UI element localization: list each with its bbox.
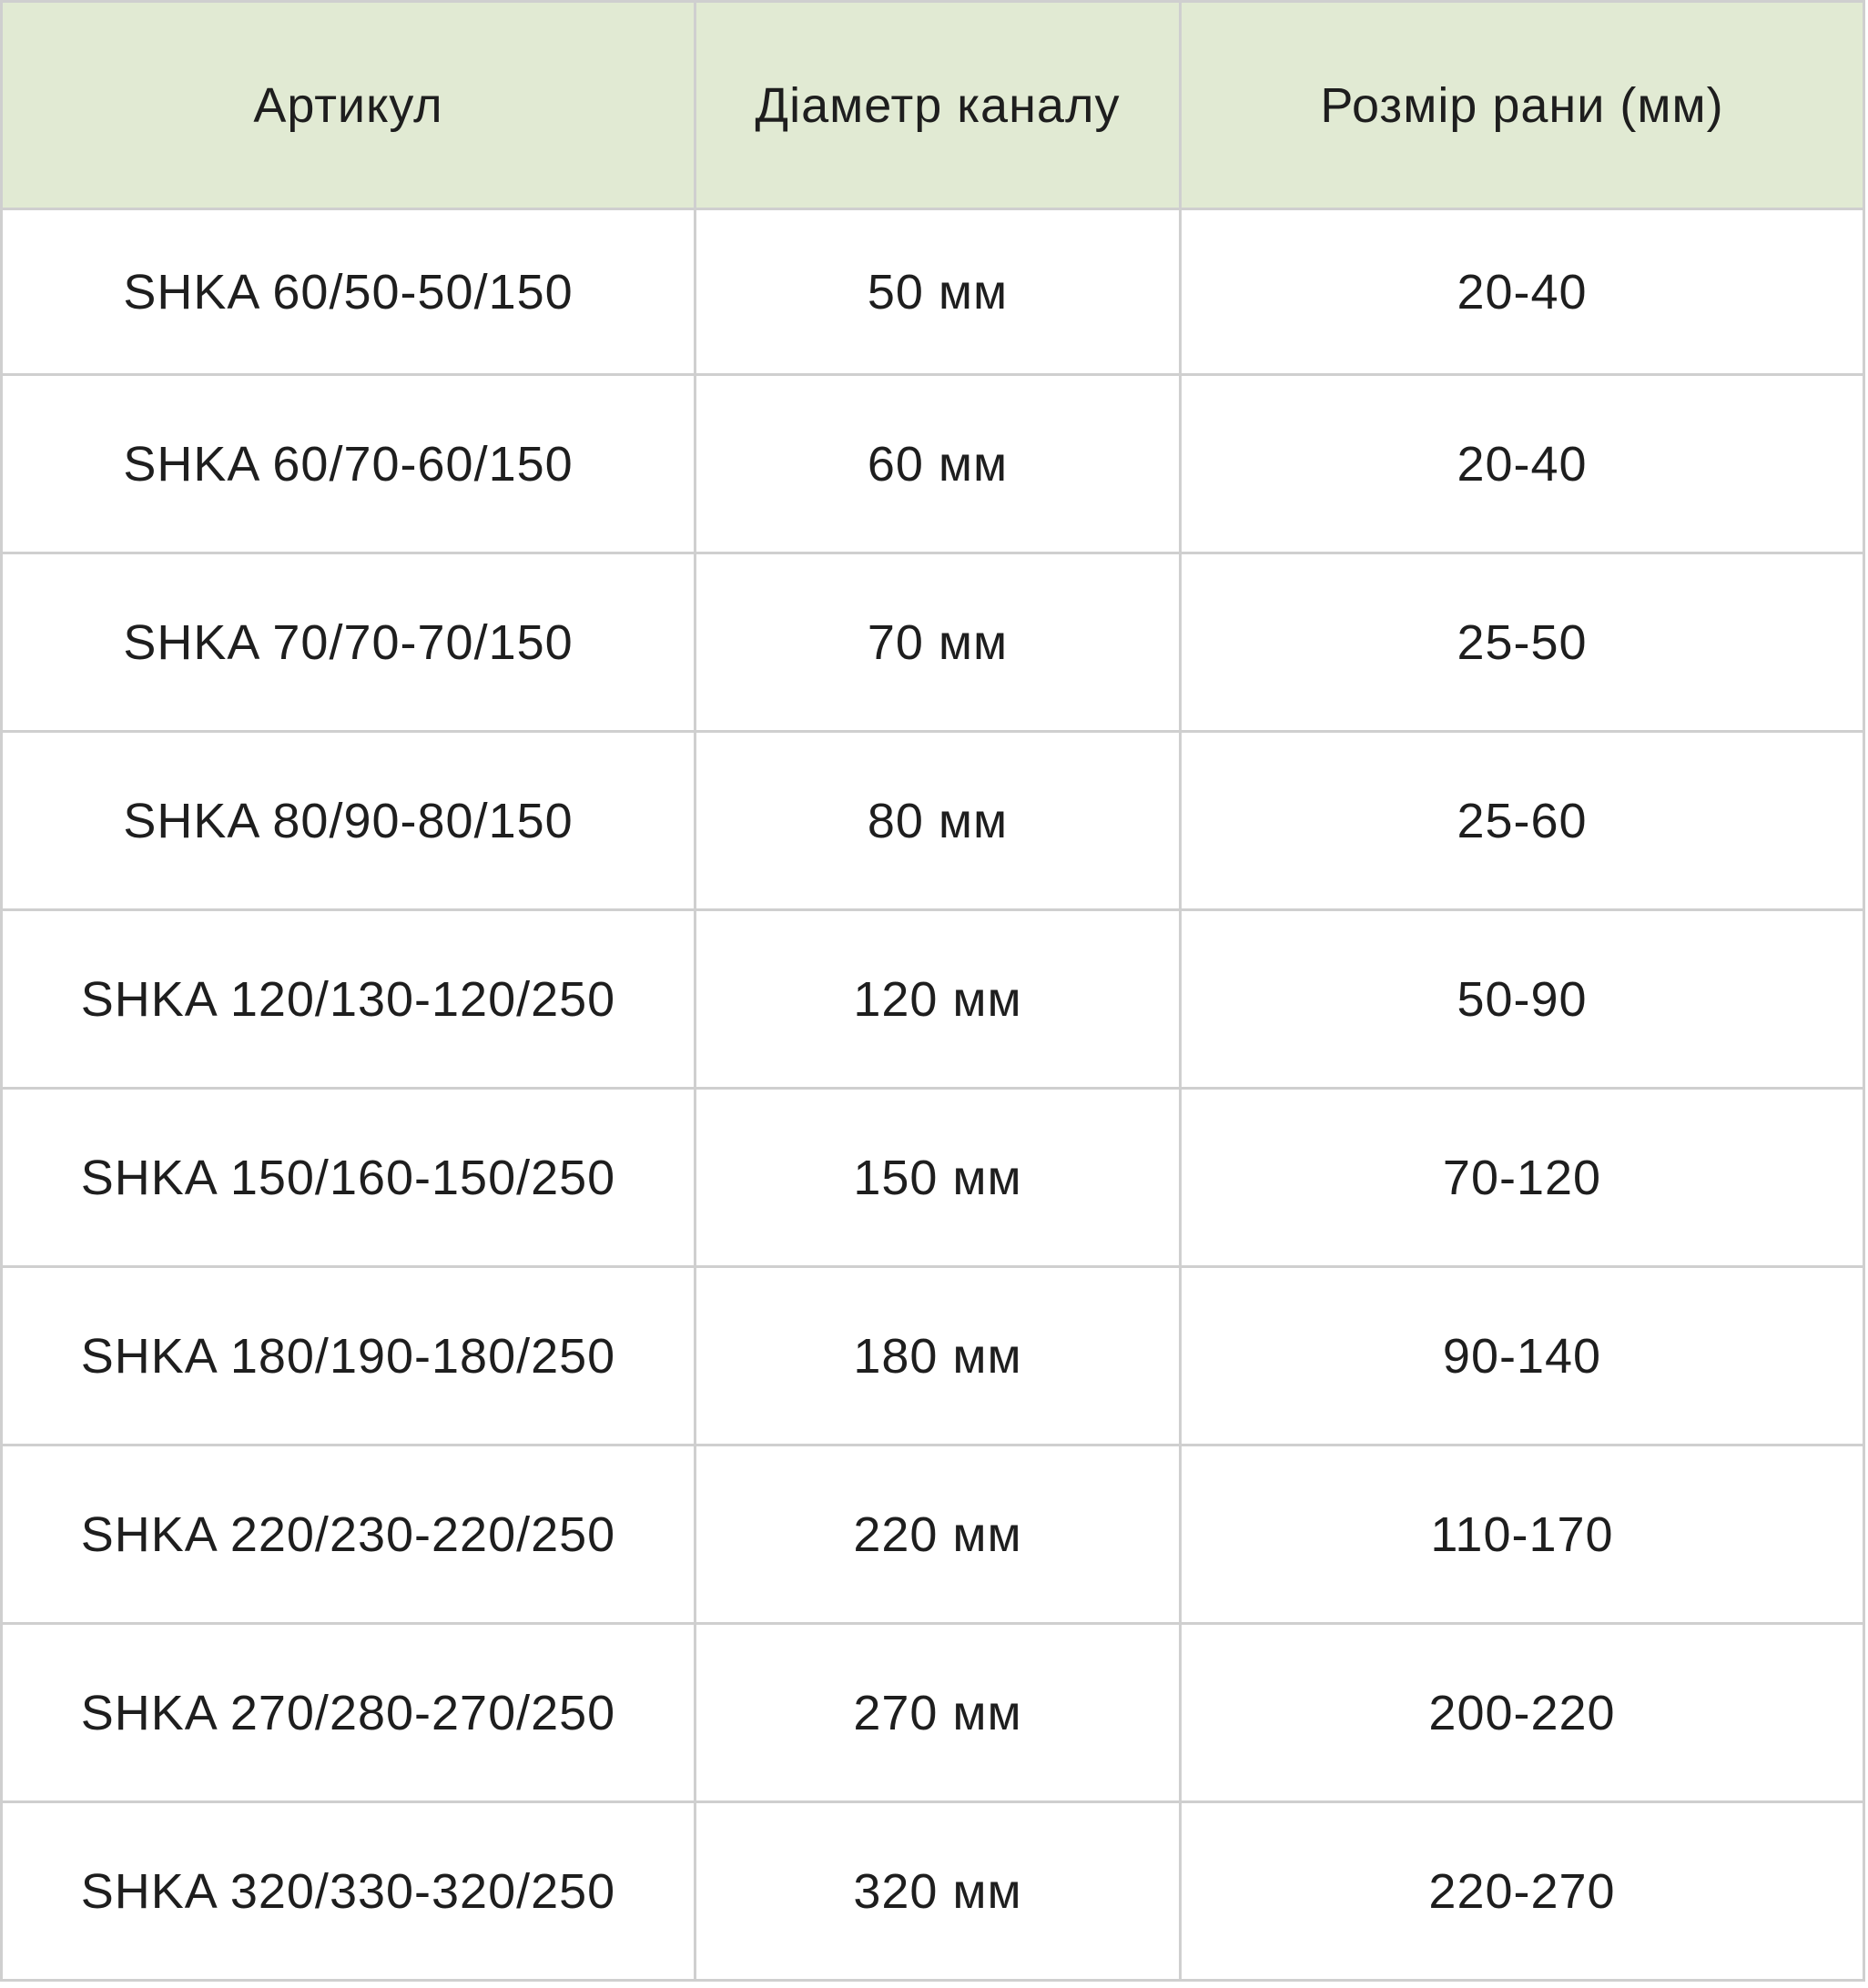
cell-channel-diameter: 70 мм (695, 553, 1181, 732)
cell-wound-size: 70-120 (1181, 1089, 1864, 1267)
header-channel-diameter: Діаметр каналу (695, 2, 1181, 209)
cell-wound-size: 25-50 (1181, 553, 1864, 732)
table-row (2, 732, 1864, 910)
cell-channel-diameter: 270 мм (695, 1624, 1181, 1802)
cell-article: SHKA 320/330-320/250 (2, 1802, 695, 1981)
table-row (2, 1267, 1864, 1445)
cell-article: SHKA 60/70-60/150 (2, 375, 695, 553)
cell-wound-size: 200-220 (1181, 1624, 1864, 1802)
cell-article: SHKA 80/90-80/150 (2, 732, 695, 910)
table-row (2, 1089, 1864, 1267)
header-row (2, 2, 1864, 209)
cell-channel-diameter: 50 мм (695, 209, 1181, 375)
cell-channel-diameter: 180 мм (695, 1267, 1181, 1445)
cell-wound-size: 110-170 (1181, 1445, 1864, 1624)
cell-channel-diameter: 150 мм (695, 1089, 1181, 1267)
cell-article: SHKA 180/190-180/250 (2, 1267, 695, 1445)
cell-article: SHKA 70/70-70/150 (2, 553, 695, 732)
cell-channel-diameter: 320 мм (695, 1802, 1181, 1981)
cell-channel-diameter: 80 мм (695, 732, 1181, 910)
table-row (2, 1445, 1864, 1624)
cell-article: SHKA 150/160-150/250 (2, 1089, 695, 1267)
cell-wound-size: 20-40 (1181, 375, 1864, 553)
cell-channel-diameter: 120 мм (695, 910, 1181, 1089)
header-wound-size: Розмір рани (мм) (1181, 2, 1864, 209)
table-row (2, 209, 1864, 375)
cell-article: SHKA 220/230-220/250 (2, 1445, 695, 1624)
table-row (2, 1624, 1864, 1802)
cell-wound-size: 220-270 (1181, 1802, 1864, 1981)
table-row (2, 553, 1864, 732)
table-row (2, 375, 1864, 553)
cell-channel-diameter: 60 мм (695, 375, 1181, 553)
cell-wound-size: 20-40 (1181, 209, 1864, 375)
cell-wound-size: 25-60 (1181, 732, 1864, 910)
table-body (2, 209, 1864, 1981)
cell-article: SHKA 270/280-270/250 (2, 1624, 695, 1802)
cell-article: SHKA 60/50-50/150 (2, 209, 695, 375)
table-header (2, 2, 1864, 209)
cell-article: SHKA 120/130-120/250 (2, 910, 695, 1089)
cell-wound-size: 50-90 (1181, 910, 1864, 1089)
header-article: Артикул (2, 2, 695, 209)
cell-wound-size: 90-140 (1181, 1267, 1864, 1445)
table-row (2, 910, 1864, 1089)
cell-channel-diameter: 220 мм (695, 1445, 1181, 1624)
table-row (2, 1802, 1864, 1981)
